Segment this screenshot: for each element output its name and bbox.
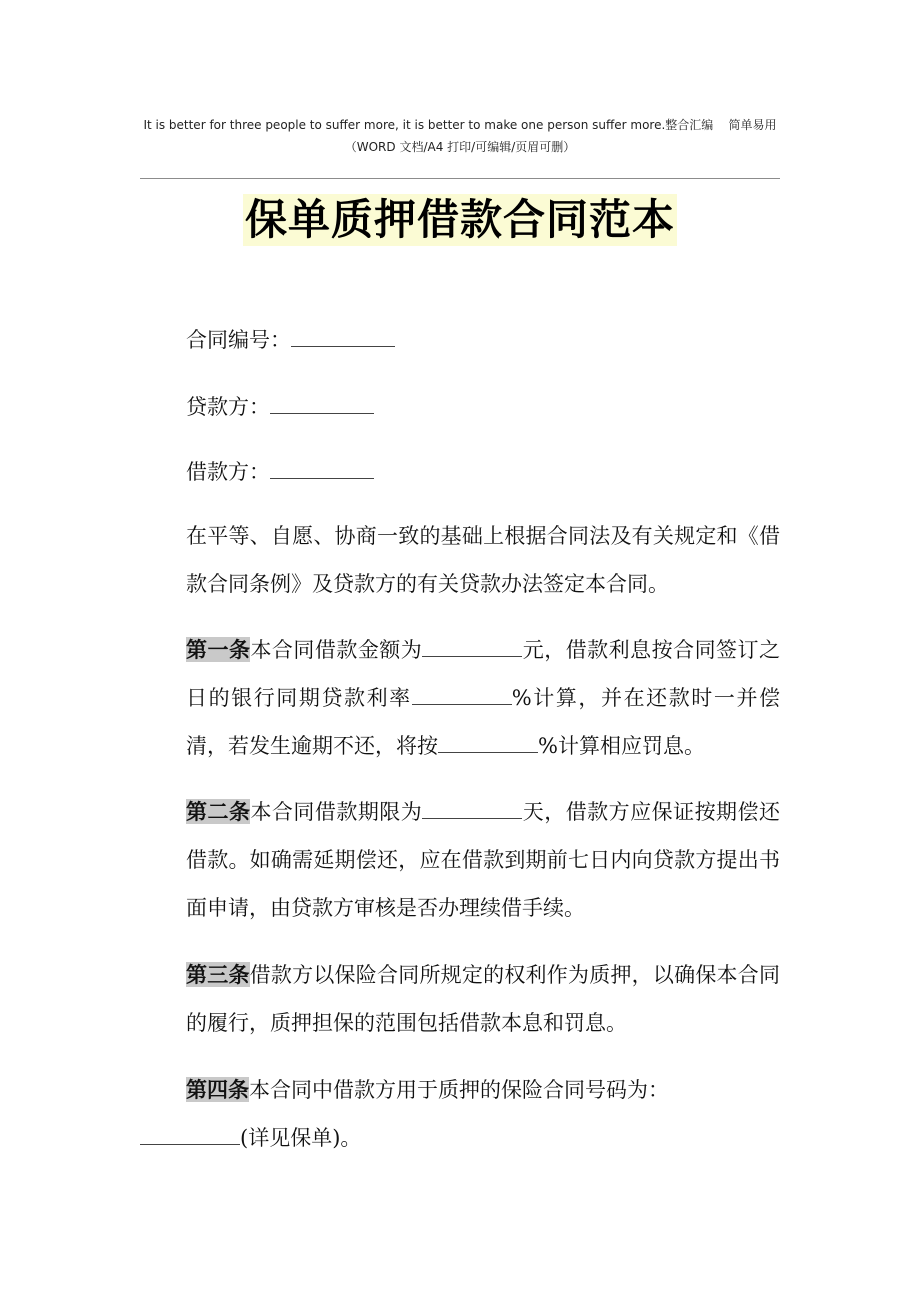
penalty-rate-blank (438, 732, 538, 753)
policy-number-blank (140, 1124, 240, 1145)
article-1-text-b: 元，借款利息按合同签订之日的银行同期贷款利率 (186, 638, 781, 710)
intro-paragraph (140, 512, 780, 608)
article-4-label: 第四条 (186, 1077, 249, 1102)
article-4-text-b: (详见保单)。 (240, 1126, 362, 1150)
borrower-blank (270, 458, 374, 479)
term-days-blank (422, 798, 522, 819)
lender-blank (270, 393, 374, 414)
header-line-2: （WORD 文档/A4 打印/可编辑/页眉可删） (344, 140, 576, 154)
header-line-1: It is better for three people to suffer more, it is better to make one person suffer more.整合汇编 简单易用 (143, 118, 777, 132)
article-2-text-a: 本合同借款期限为 (250, 800, 423, 824)
article-2 (140, 788, 780, 932)
article-1-text-d: %计算相应罚息。 (538, 734, 705, 758)
amount-blank (422, 636, 522, 657)
intro-text: 在平等、自愿、协商一致的基础上根据合同法及有关规定和《借款合同条例》及贷款方的有关贷款办法签定本合同。 (186, 524, 780, 596)
page-header (140, 114, 780, 158)
article-3 (140, 951, 780, 1047)
interest-rate-blank (412, 684, 512, 705)
header-divider (140, 178, 780, 179)
article-4 (140, 1066, 780, 1162)
article-1 (140, 626, 780, 770)
article-4-text-a: 本合同中借款方用于质押的保险合同号码为： (249, 1078, 669, 1102)
article-2-text-b: 天，借款方应保证按期偿还借款。如确需延期偿还，应在借款到期前七日内向贷款方提出书面申请，由贷款方审核是否办理续借手续。 (186, 800, 781, 920)
title-container (0, 194, 920, 246)
contract-number-label: 合同编号： (186, 328, 291, 352)
contract-number-blank (291, 326, 395, 347)
lender-label: 贷款方： (186, 395, 270, 419)
contract-number-field (186, 326, 395, 354)
borrower-field (186, 458, 374, 486)
article-2-label: 第二条 (186, 799, 251, 824)
borrower-label: 借款方： (186, 460, 270, 484)
article-1-label: 第一条 (186, 637, 251, 662)
article-3-text: 借款方以保险合同所规定的权利作为质押，以确保本合同的履行，质押担保的范围包括借款本息和罚息。 (186, 963, 781, 1035)
article-3-label: 第三条 (186, 962, 250, 987)
lender-field (186, 393, 374, 421)
article-1-text-c: %计算，并在还款时一并偿清，若发生逾期不还，将按 (186, 686, 781, 758)
article-1-text-a: 本合同借款金额为 (250, 638, 423, 662)
document-title: 保单质押借款合同范本 (244, 195, 675, 244)
